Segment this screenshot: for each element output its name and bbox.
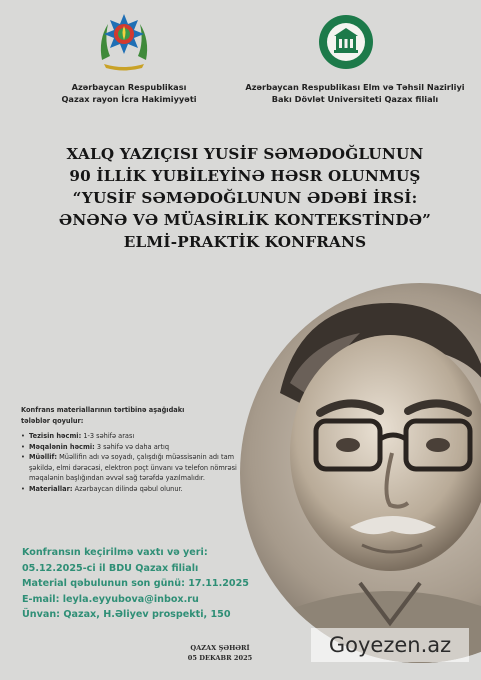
- requirements-section: [21, 405, 246, 494]
- requirements-heading: [21, 405, 246, 426]
- item-text: 3 səhifə və daha artıq: [94, 442, 170, 451]
- item-label: Müəllif:: [29, 453, 58, 461]
- org-left-line1: Azərbaycan Respublikası: [71, 82, 187, 92]
- info-line1: Konfransın keçirilmə vaxtı və yeri:: [22, 547, 208, 558]
- title-line5: ELMİ-PRAKTİK KONFRANS: [123, 233, 367, 251]
- requirements-heading-line1: Konfrans materiallarının tərtibinə aşağıdakı: [21, 406, 185, 414]
- footer-city: QAZAX ŞƏHƏRİ: [190, 644, 250, 652]
- item-text: 1-3 səhifə arası: [81, 432, 135, 440]
- org-right: [240, 81, 470, 105]
- info-email[interactable]: E-mail: leyla.eyyubova@inbox.ru: [22, 593, 199, 605]
- bdu-qazax-logo-icon: [318, 14, 374, 70]
- item-text: Müəllifin adı və soyadı, çalışdığı müəssisənin adı tam şəkildə, elmi dərəcəsi, elektron poçt ünvanı və telefon nömrəsi məqalənin başlığından əvvəl sağ tərəfdə yazılmalıdır.: [29, 453, 237, 482]
- info-line3: Material qəbulunun son günü: 17.11.2025: [22, 578, 249, 589]
- requirements-heading-line2: tələblər qoyulur:: [21, 416, 84, 425]
- list-item: [21, 484, 246, 495]
- item-label: Materiallar:: [29, 484, 73, 493]
- title-line2: 90 İLLİK YUBİLEYİNƏ HƏSR OLUNMUŞ: [69, 167, 421, 185]
- org-left-line2: Qazax rayon İcra Hakimiyyəti: [61, 94, 197, 104]
- conference-info: [22, 545, 282, 623]
- list-item: [21, 442, 246, 453]
- org-right-line2: Bakı Dövlət Universiteti Qazax filialı: [271, 94, 439, 104]
- conference-title: [20, 143, 470, 253]
- title-line4: ƏNƏNƏ VƏ MÜASİRLİK KONTEKSTİNDƏ”: [58, 211, 432, 229]
- info-line2: 05.12.2025-ci il BDU Qazax filialı: [22, 562, 199, 574]
- footer: [150, 643, 290, 663]
- title-line1: XALQ YAZIÇISI YUSİF SƏMƏDOĞLUNUN: [66, 145, 424, 163]
- requirements-list: [21, 431, 246, 494]
- org-right-line1: Azərbaycan Respublikası Elm və Təhsil Nazirliyi: [245, 82, 465, 92]
- watermark: Goyezen.az: [311, 628, 469, 662]
- item-label: Tezisin həcmi:: [29, 432, 82, 440]
- list-item: [21, 431, 246, 442]
- item-text: Azərbaycan dilində qəbul olunur.: [72, 484, 183, 493]
- org-left: [44, 81, 214, 105]
- list-item: [21, 452, 246, 484]
- footer-date: 05 DEKABR 2025: [187, 654, 253, 662]
- info-address: Ünvan: Qazax, H.Əliyev prospekti, 150: [22, 609, 231, 620]
- item-label: Məqalənin həcmi:: [29, 442, 95, 451]
- azerbaijan-emblem-icon: [94, 10, 154, 72]
- title-line3: “YUSİF SƏMƏDOĞLUNUN ƏDƏBİ İRSİ:: [72, 189, 418, 207]
